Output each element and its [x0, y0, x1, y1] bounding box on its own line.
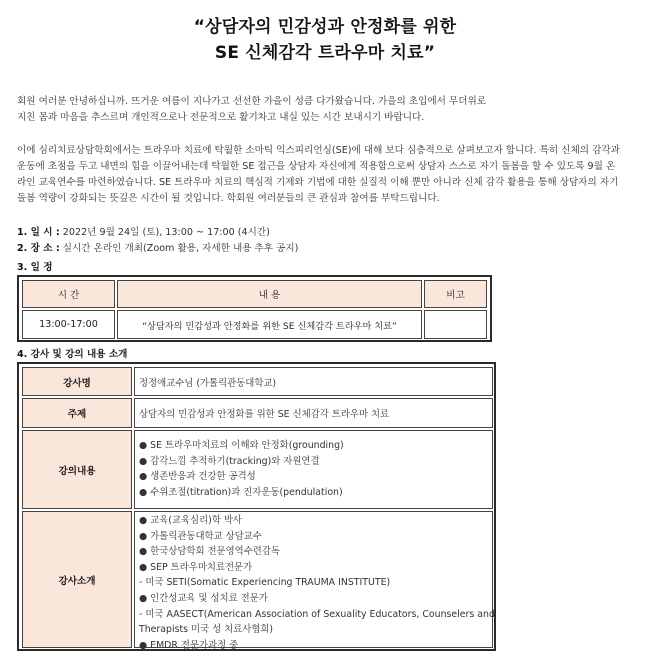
bio-item: ● 교육(교육심리)학 박사	[139, 515, 242, 526]
schedule-header-time: 시 간	[22, 280, 115, 308]
schedule-heading: 3. 일 정	[17, 262, 53, 273]
date-label: 1. 일 시 :	[17, 227, 60, 238]
greeting-paragraph	[17, 94, 637, 126]
bio-item: ● EMDR 전문가과정 중	[139, 639, 239, 651]
topic-value: 상담자의 민감성과 안정화를 위한 SE 신체감각 트라우마 치료	[134, 398, 493, 428]
bio-item: - 미국 SETI(Somatic Experiencing TRAUMA INSTITUTE)	[139, 577, 391, 589]
bio-item: ● SEP 트라우마치료전문가	[139, 561, 253, 573]
bio-list	[134, 511, 495, 651]
content-item: ● 감각느낌 추적하기(tracking)와 자원연결	[139, 455, 320, 467]
lecturer-name-value: 정정애교수님 (가톨릭관동대학교)	[134, 367, 493, 396]
date-value: 2022년 9월 24일 (토), 13:00 ~ 17:00 (4시간)	[59, 227, 270, 238]
page-title-line-2: SE 신체감각 트라우마 치료”	[214, 43, 436, 63]
intro-line: 라인 교육연수를 마련하였습니다. SE 트라우마 치료의 핵심적 기제와 기법에 대한 실질적 이해 뿐만 아니라 신체 감각 활용을 통해 상담자의 자기	[17, 177, 619, 188]
content-item: ● 생존반응과 건강한 공격성	[139, 471, 256, 483]
intro-line: 돌봄 역량이 강화되는 뜻깊은 시간이 될 것입니다. 학회원 여러분들의 큰 관심과 참여를 부탁드립니다.	[17, 193, 440, 204]
intro-paragraph	[17, 143, 637, 207]
bio-item: Therapists 미국 성 치료사협회)	[139, 624, 274, 636]
schedule-table	[17, 275, 492, 342]
schedule-header-note: 비고	[424, 280, 487, 308]
lecture-heading: 4. 강사 및 강의 내용 소개	[17, 349, 128, 360]
place-value: 실시간 온라인 개최(Zoom 활용, 자세한 내용 추후 공지)	[59, 243, 299, 254]
date-line	[17, 226, 270, 240]
content-list	[134, 430, 493, 509]
bio-item: ● 가톨릭관동대학교 상담교수	[139, 530, 262, 542]
schedule-cell-time: 13:00-17:00	[22, 310, 115, 339]
schedule-cell-content: “상담자의 민감성과 안정화를 위한 SE 신체감각 트라우마 치료”	[117, 310, 422, 339]
bio-item: ● 한국상담학회 전문영역수련감독	[139, 546, 280, 558]
topic-label: 주제	[22, 398, 132, 428]
intro-line: 운동에 초점을 두고 내면의 힘을 이끌어내는데 탁월한 SE 접근을 상담자 자신에게 적용함으로써 상담자 스스로 자기 돌봄을 할 수 있도록 9월 온	[17, 161, 616, 172]
content-item: ● SE 트라우마치료의 이해와 안정화(grounding)	[139, 440, 344, 451]
place-line	[17, 242, 298, 256]
lecturer-table	[17, 362, 496, 651]
intro-line: 이에 심리치료상담학회에서는 트라우마 치료에 탁월한 소마틱 익스피리언싱(SE)에 대해 보다 심층적으로 살펴보고자 합니다. 특히 신체의 감각과	[17, 145, 620, 156]
schedule-cell-note	[424, 310, 487, 339]
schedule-header-content: 내 용	[117, 280, 422, 308]
place-label: 2. 장 소 :	[17, 243, 60, 254]
greeting-line: 회원 여러분 안녕하십니까. 뜨거운 여름이 지나가고 선선한 가을이 성큼 다가왔습니다. 가을의 초입에서 무더위로	[17, 96, 487, 107]
greeting-line: 지친 몸과 마음을 추스르며 개인적으로나 전문적으로 활기차고 내실 있는 시간 보내시기 바랍니다.	[17, 112, 425, 123]
bio-item: - 미국 AASECT(American Association of Sexuality Educators, Counselers and	[139, 608, 495, 620]
page-title-line-1: “상담자의 민감성과 안정화를 위한	[193, 17, 457, 37]
content-label: 강의내용	[22, 430, 132, 509]
lecturer-name-label: 강사명	[22, 367, 132, 396]
bio-item: ● 인간성교육 및 성치료 전문가	[139, 592, 268, 604]
content-item: ● 수위조절(titration)과 진자운동(pendulation)	[139, 486, 343, 498]
bio-label: 강사소개	[22, 511, 132, 648]
